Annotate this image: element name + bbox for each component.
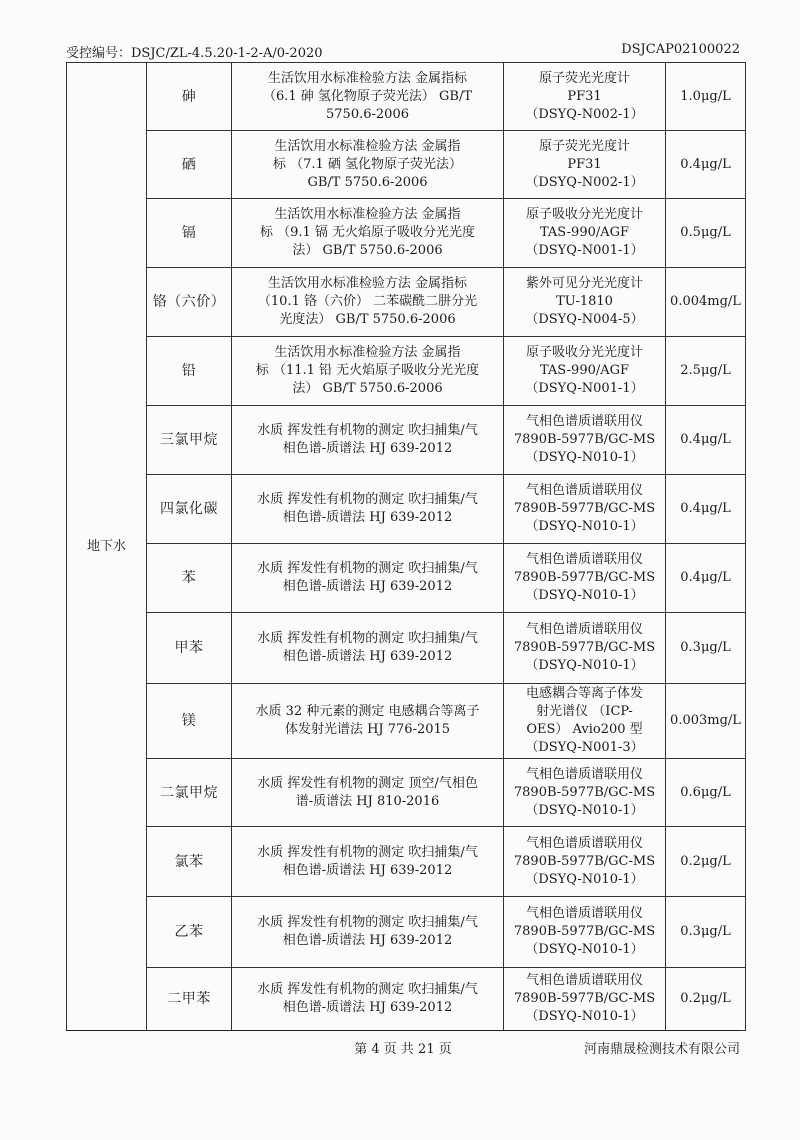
footer-divider — [66, 1030, 740, 1031]
instrument-cell: 气相色谱质谱联用仪 7890B-5977B/GC-MS （DSYQ-N010-1） — [504, 759, 666, 827]
detection-limit-cell: 0.003mg/L — [666, 684, 746, 759]
method-standard-cell: 生活饮用水标准检验方法 金属指 标 （11.1 铅 无火焰原子吸收分光光度 法） GB/T 5750.6-2006 — [232, 337, 504, 406]
table-row — [67, 613, 746, 684]
instrument-cell: 气相色谱质谱联用仪 7890B-5977B/GC-MS （DSYQ-N010-1） — [504, 897, 666, 968]
method-standard-cell: 水质 挥发性有机物的测定 吹扫捕集/气 相色谱-质谱法 HJ 639-2012 — [232, 968, 504, 1031]
instrument-cell: 气相色谱质谱联用仪 7890B-5977B/GC-MS （DSYQ-N010-1） — [504, 968, 666, 1031]
instrument-cell: 紫外可见分光光度计 TU-1810 （DSYQ-N004-5） — [504, 268, 666, 337]
detection-item-cell: 二甲苯 — [147, 968, 232, 1031]
detection-method-table — [66, 62, 746, 1031]
detection-limit-cell: 0.6μg/L — [666, 759, 746, 827]
control-number: 受控编号：DSJC/ZL-4.5.20-1-2-A/0-2020 — [66, 46, 323, 61]
method-standard-cell: 水质 挥发性有机物的测定 吹扫捕集/气 相色谱-质谱法 HJ 639-2012 — [232, 544, 504, 613]
detection-limit-cell: 0.4μg/L — [666, 475, 746, 544]
table-row — [67, 544, 746, 613]
table-row — [67, 406, 746, 475]
table-row — [67, 337, 746, 406]
instrument-cell: 气相色谱质谱联用仪 7890B-5977B/GC-MS （DSYQ-N010-1） — [504, 613, 666, 684]
detection-limit-cell: 1.0μg/L — [666, 63, 746, 131]
table-row — [67, 63, 746, 131]
instrument-cell: 气相色谱质谱联用仪 7890B-5977B/GC-MS （DSYQ-N010-1） — [504, 406, 666, 475]
detection-item-cell: 二氯甲烷 — [147, 759, 232, 827]
method-standard-cell: 水质 32 种元素的测定 电感耦合等离子 体发射光谱法 HJ 776-2015 — [232, 684, 504, 759]
detection-item-cell: 硒 — [147, 131, 232, 199]
instrument-cell: 原子荧光光度计 PF31 （DSYQ-N002-1） — [504, 131, 666, 199]
table-row — [67, 968, 746, 1031]
method-standard-cell: 生活饮用水标准检验方法 金属指标 （6.1 砷 氢化物原子荧光法） GB/T 5750.6-2006 — [232, 63, 504, 131]
detection-limit-cell: 0.4μg/L — [666, 131, 746, 199]
table-row — [67, 131, 746, 199]
instrument-cell: 气相色谱质谱联用仪 7890B-5977B/GC-MS （DSYQ-N010-1） — [504, 827, 666, 897]
table-row — [67, 684, 746, 759]
detection-item-cell: 四氯化碳 — [147, 475, 232, 544]
detection-item-cell: 氯苯 — [147, 827, 232, 897]
detection-item-cell: 三氯甲烷 — [147, 406, 232, 475]
detection-limit-cell: 0.3μg/L — [666, 897, 746, 968]
page-footer — [66, 1038, 740, 1058]
sample-category-cell: 地下水 — [67, 63, 147, 1031]
method-standard-cell: 生活饮用水标准检验方法 金属指 标 （7.1 硒 氢化物原子荧光法） GB/T 5750.6-2006 — [232, 131, 504, 199]
page-number: 第 4 页 共 21 页 — [354, 1042, 452, 1057]
detection-limit-cell: 0.2μg/L — [666, 968, 746, 1031]
detection-item-cell: 苯 — [147, 544, 232, 613]
instrument-cell: 原子荧光光度计 PF31 （DSYQ-N002-1） — [504, 63, 666, 131]
method-standard-cell: 生活饮用水标准检验方法 金属指标 （10.1 铬（六价） 二苯碳酰二肼分光 光度法） GB/T 5750.6-2006 — [232, 268, 504, 337]
instrument-cell: 气相色谱质谱联用仪 7890B-5977B/GC-MS （DSYQ-N010-1） — [504, 544, 666, 613]
detection-limit-cell: 2.5μg/L — [666, 337, 746, 406]
instrument-cell: 电感耦合等离子体发 射光谱仪 （ICP- OES） Avio200 型 （DSYQ-N001-3） — [504, 684, 666, 759]
detection-item-cell: 乙苯 — [147, 897, 232, 968]
method-standard-cell: 水质 挥发性有机物的测定 吹扫捕集/气 相色谱-质谱法 HJ 639-2012 — [232, 897, 504, 968]
method-standard-cell: 水质 挥发性有机物的测定 吹扫捕集/气 相色谱-质谱法 HJ 639-2012 — [232, 827, 504, 897]
detection-limit-cell: 0.4μg/L — [666, 544, 746, 613]
detection-item-cell: 镉 — [147, 199, 232, 268]
method-standard-cell: 水质 挥发性有机物的测定 吹扫捕集/气 相色谱-质谱法 HJ 639-2012 — [232, 613, 504, 684]
detection-item-cell: 镁 — [147, 684, 232, 759]
detection-item-cell: 砷 — [147, 63, 232, 131]
instrument-cell: 原子吸收分光光度计 TAS-990/AGF （DSYQ-N001-1） — [504, 199, 666, 268]
table-row — [67, 827, 746, 897]
instrument-cell: 原子吸收分光光度计 TAS-990/AGF （DSYQ-N001-1） — [504, 337, 666, 406]
detection-limit-cell: 0.5μg/L — [666, 199, 746, 268]
method-standard-cell: 水质 挥发性有机物的测定 吹扫捕集/气 相色谱-质谱法 HJ 639-2012 — [232, 406, 504, 475]
table-row — [67, 475, 746, 544]
detection-limit-cell: 0.004mg/L — [666, 268, 746, 337]
method-standard-cell: 生活饮用水标准检验方法 金属指 标 （9.1 镉 无火焰原子吸收分光光度 法） GB/T 5750.6-2006 — [232, 199, 504, 268]
table-row — [67, 268, 746, 337]
detection-item-cell: 甲苯 — [147, 613, 232, 684]
method-standard-cell: 水质 挥发性有机物的测定 吹扫捕集/气 相色谱-质谱法 HJ 639-2012 — [232, 475, 504, 544]
detection-item-cell: 铅 — [147, 337, 232, 406]
report-number: DSJCAP02100022 — [621, 42, 740, 57]
detection-limit-cell: 0.2μg/L — [666, 827, 746, 897]
page-header — [66, 40, 740, 62]
instrument-cell: 气相色谱质谱联用仪 7890B-5977B/GC-MS （DSYQ-N010-1） — [504, 475, 666, 544]
detection-limit-cell: 0.4μg/L — [666, 406, 746, 475]
detection-item-cell: 铬（六价） — [147, 268, 232, 337]
table-row — [67, 897, 746, 968]
method-standard-cell: 水质 挥发性有机物的测定 顶空/气相色 谱-质谱法 HJ 810-2016 — [232, 759, 504, 827]
table-row — [67, 199, 746, 268]
detection-limit-cell: 0.3μg/L — [666, 613, 746, 684]
table-row — [67, 759, 746, 827]
company-name: 河南鼎晟检测技术有限公司 — [583, 1042, 740, 1057]
